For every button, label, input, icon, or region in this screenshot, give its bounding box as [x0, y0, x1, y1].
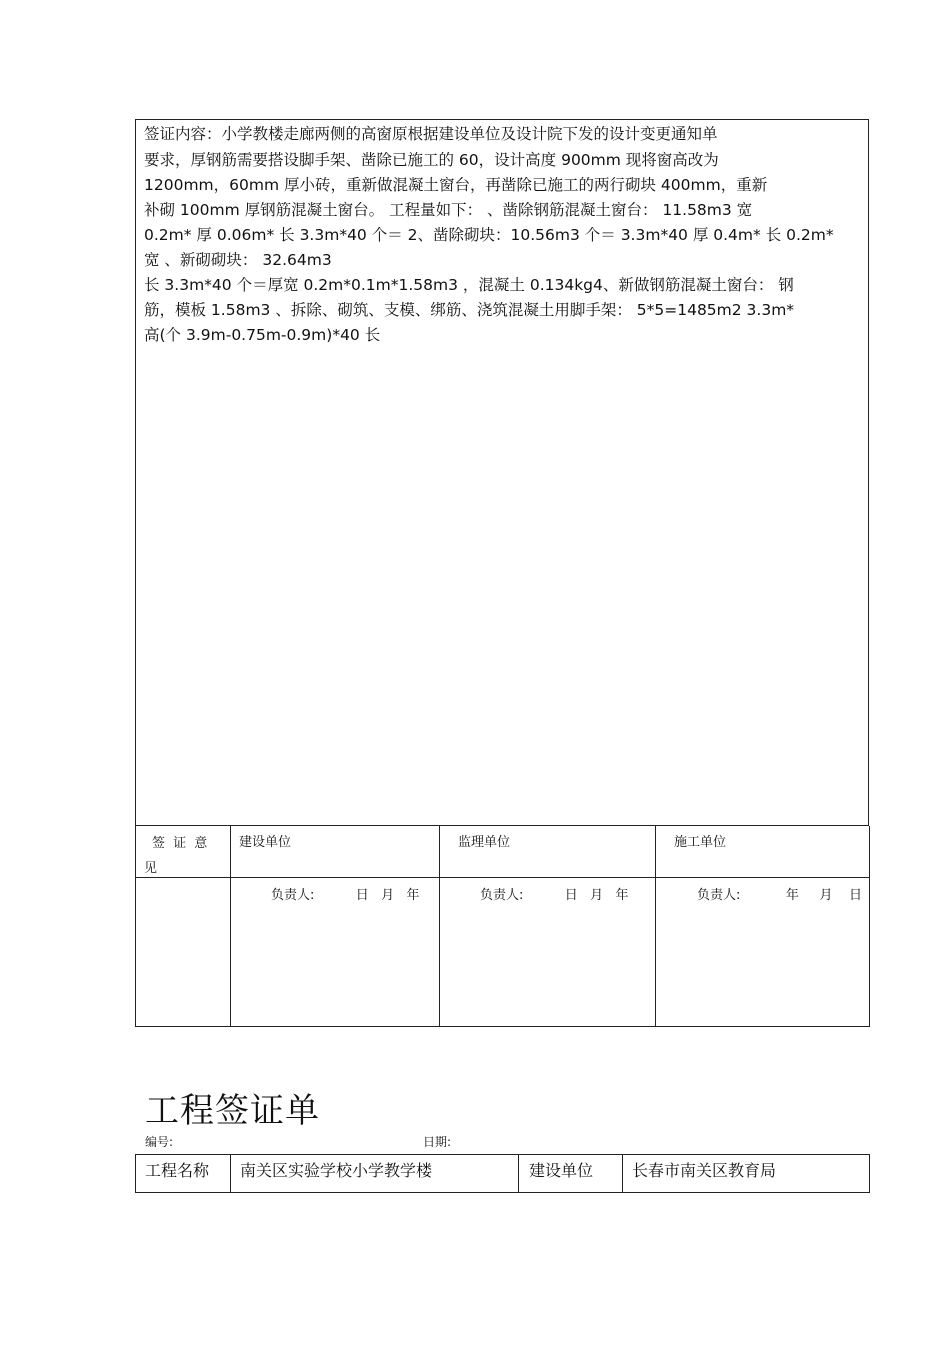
grid-divider [655, 826, 656, 1026]
supervisor-signature-line: 负责人: 日 月 年 [480, 888, 629, 903]
number-label: 编号: [145, 1135, 174, 1149]
signoff-label: 签 证 意 [152, 836, 210, 851]
signoff-label-cont: 见 [144, 861, 158, 876]
grid-divider [136, 877, 869, 878]
project-name-label: 工程名称 [145, 1161, 210, 1180]
supervisor-unit-label: 监理单位 [458, 835, 511, 850]
content-line: 筋，模板 1.58m3 、拆除、砌筑、支模、绑筋、浇筑混凝土用脚手架： 5*5=1485m2 3.3m* [144, 301, 795, 319]
form-title: 工程签证单 [145, 1091, 320, 1131]
visa-content-text [144, 122, 864, 348]
grid-divider [518, 1155, 519, 1192]
visa-content-box [135, 119, 869, 826]
content-line: 高(个 3.9m-0.75m-0.9m)*40 长 [144, 326, 381, 344]
content-line: 签证内容：小学教楼走廊两侧的高窗原根据建设单位及设计院下发的设计变更通知单 [144, 125, 718, 143]
contractor-unit-label: 施工单位 [674, 835, 727, 850]
content-line: 长 3.3m*40 个＝厚宽 0.2m*0.1m*1.58m3 ，混凝土 0.134kg4、新做钢筋混凝土窗台： 钢 [144, 276, 794, 294]
owner-unit-label: 建设单位 [239, 835, 292, 850]
content-line: 1200mm，60mm 厚小砖，重新做混凝土窗台，再凿除已施工的两行砌块 400mm，重新 [144, 176, 768, 194]
contractor-signature-line: 负责人: 年 月 日 [697, 888, 863, 903]
content-line: 补砌 100mm 厚钢筋混凝土窗台。 工程量如下： 、凿除钢筋混凝土窗台： 11.58m3 宽 [144, 201, 753, 219]
grid-divider [622, 1155, 623, 1192]
owner-signature-line: 负责人: 日 月 年 [271, 888, 420, 903]
content-line: 宽 、新砌砌块： 32.64m3 [144, 251, 332, 269]
content-line: 要求，厚钢筋需要搭设脚手架、凿除已施工的 60，设计高度 900mm 现将窗高改为 [144, 151, 719, 169]
project-info-table [135, 1154, 870, 1193]
grid-divider [230, 826, 231, 1026]
signoff-grid [135, 826, 870, 1027]
owner-label: 建设单位 [529, 1161, 594, 1180]
content-line: 0.2m* 厚 0.06m* 长 3.3m*40 个＝ 2、凿除砌块：10.56m3 个＝ 3.3m*40 厚 0.4m* 长 0.2m* [144, 226, 834, 244]
owner-value: 长春市南关区教育局 [632, 1161, 777, 1180]
grid-divider [230, 1155, 231, 1192]
date-label: 日期: [423, 1135, 452, 1149]
project-name-value: 南关区实验学校小学教学楼 [240, 1161, 433, 1180]
grid-divider [439, 826, 440, 1026]
